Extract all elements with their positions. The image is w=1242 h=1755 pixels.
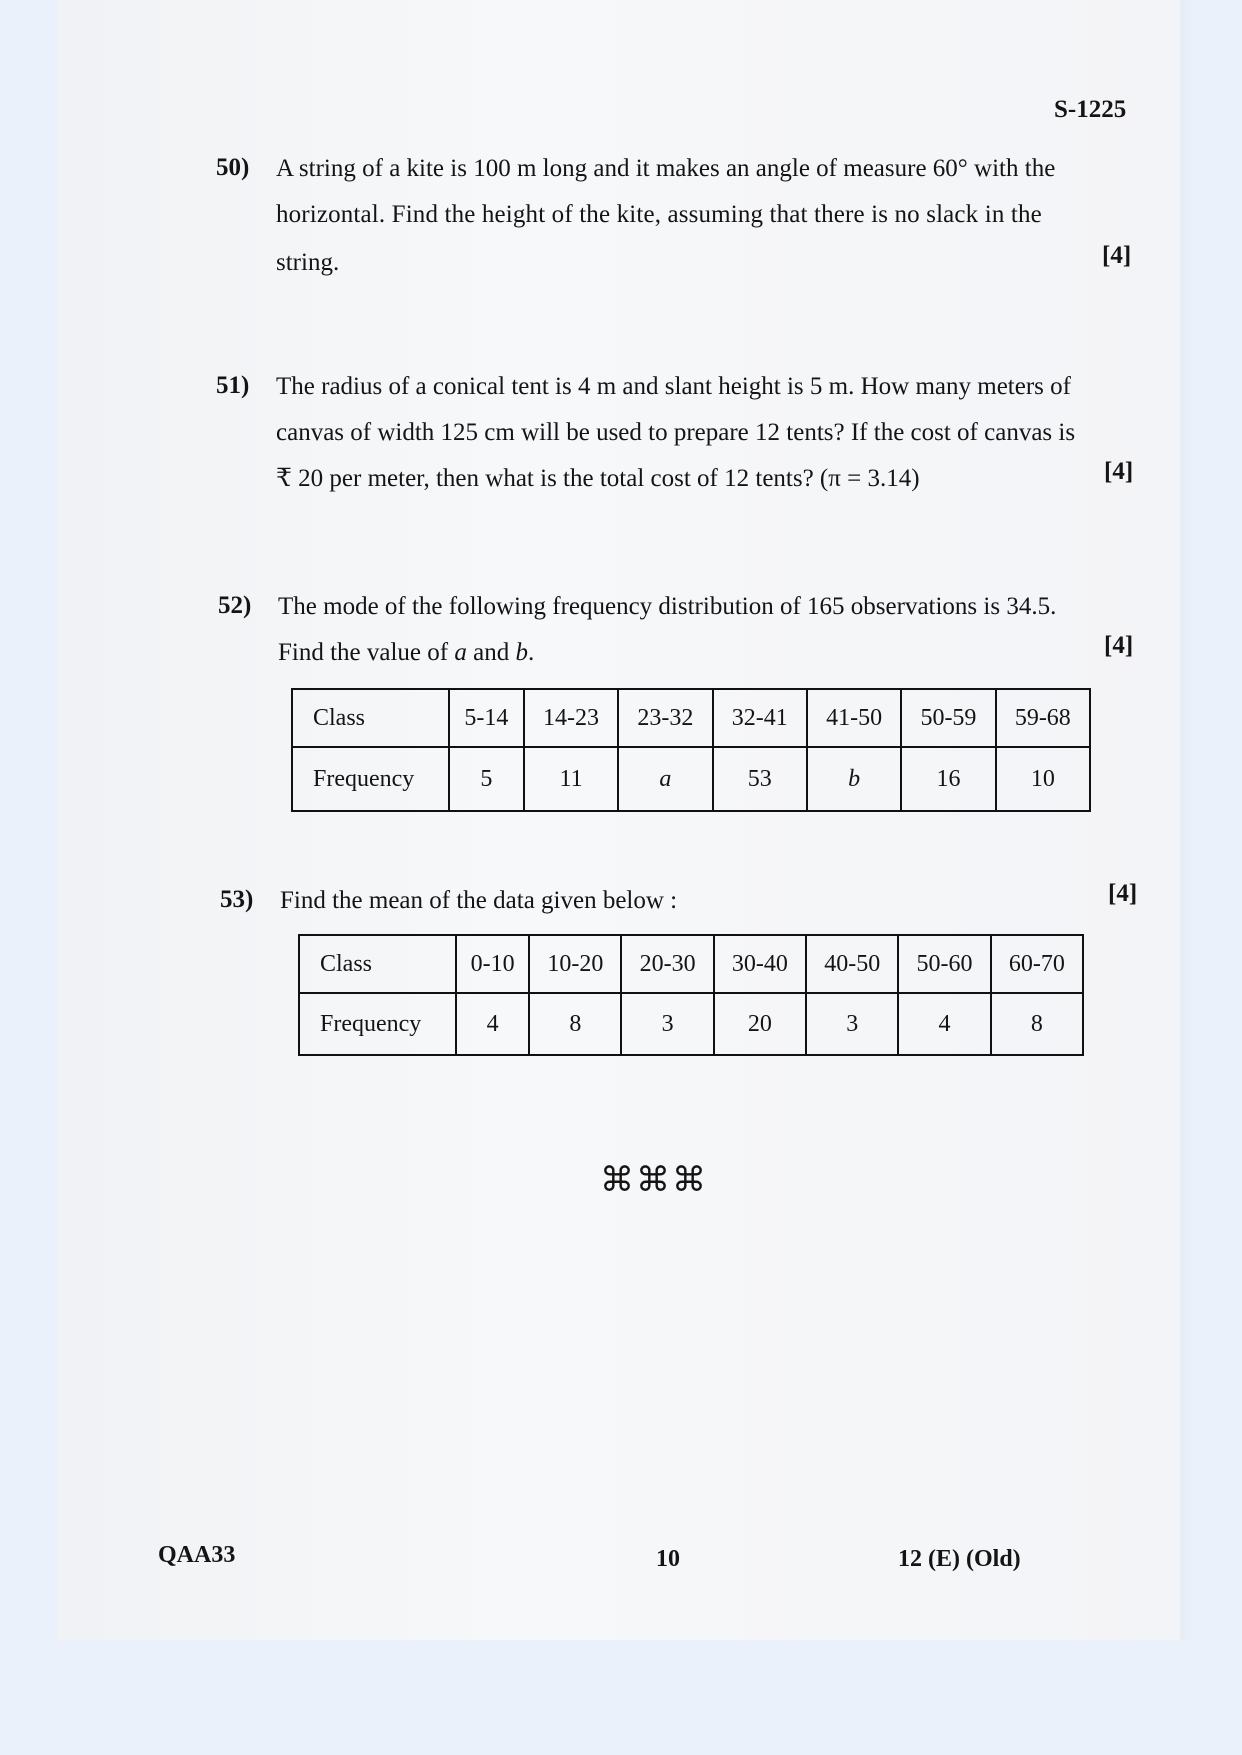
class-row bbox=[299, 935, 1083, 993]
question-line: Find the value of a and b. bbox=[278, 639, 535, 666]
class-cell: 10-20 bbox=[529, 935, 621, 993]
marks-label: [4] bbox=[1102, 242, 1132, 269]
question-line: canvas of width 125 cm will be used to prepare 12 tents? If the cost of canvas is bbox=[276, 419, 1076, 446]
row-label: Class bbox=[299, 935, 456, 993]
class-cell: 41-50 bbox=[807, 689, 901, 747]
frequency-cell: 8 bbox=[529, 993, 621, 1055]
question-line: The mode of the following frequency distribution of 165 observations is 34.5. bbox=[278, 593, 1057, 620]
class-cell: 50-60 bbox=[898, 935, 990, 993]
marks-label: [4] bbox=[1104, 632, 1134, 659]
class-cell: 40-50 bbox=[806, 935, 898, 993]
marks-label: [4] bbox=[1108, 880, 1138, 907]
class-cell: 0-10 bbox=[456, 935, 529, 993]
end-of-paper-mark: ⌘⌘⌘ bbox=[600, 1162, 708, 1199]
variable-a: a bbox=[454, 639, 467, 666]
marks-label: [4] bbox=[1104, 458, 1134, 485]
frequency-cell: a bbox=[618, 747, 712, 811]
paper-edge bbox=[1180, 0, 1194, 1640]
frequency-cell: b bbox=[807, 747, 901, 811]
frequency-cell: 16 bbox=[901, 747, 995, 811]
question-line: A string of a kite is 100 m long and it makes an angle of measure 60° with the bbox=[276, 155, 1056, 182]
class-cell: 50-59 bbox=[901, 689, 995, 747]
class-cell: 60-70 bbox=[991, 935, 1083, 993]
question-line: Find the mean of the data given below : bbox=[280, 887, 678, 914]
variable-b: b bbox=[515, 639, 528, 666]
footer-exam-label: 12 (E) (Old) bbox=[898, 1546, 1021, 1572]
class-cell: 20-30 bbox=[621, 935, 713, 993]
class-cell: 5-14 bbox=[449, 689, 524, 747]
frequency-cell: 3 bbox=[621, 993, 713, 1055]
frequency-table bbox=[291, 688, 1091, 812]
frequency-cell: 3 bbox=[806, 993, 898, 1055]
frequency-cell: 20 bbox=[714, 993, 806, 1055]
frequency-cell: 11 bbox=[524, 747, 618, 811]
class-cell: 14-23 bbox=[524, 689, 618, 747]
class-cell: 32-41 bbox=[713, 689, 807, 747]
class-cell: 30-40 bbox=[714, 935, 806, 993]
question-line: ₹ 20 per meter, then what is the total cost of 12 tents? (π = 3.14) bbox=[276, 465, 920, 492]
frequency-row bbox=[292, 747, 1090, 811]
frequency-cell: 5 bbox=[449, 747, 524, 811]
frequency-cell: 4 bbox=[898, 993, 990, 1055]
footer-series-code: QAA33 bbox=[158, 1542, 236, 1568]
question-line: horizontal. Find the height of the kite, assuming that there is no slack in the bbox=[276, 201, 1042, 228]
row-label: Class bbox=[292, 689, 449, 747]
question-line: string. bbox=[276, 249, 340, 276]
class-cell: 59-68 bbox=[996, 689, 1090, 747]
row-label: Frequency bbox=[292, 747, 449, 811]
frequency-cell: 8 bbox=[991, 993, 1083, 1055]
question-number: 51) bbox=[216, 372, 250, 399]
footer-page-number: 10 bbox=[656, 1546, 680, 1572]
paper-code: S-1225 bbox=[1054, 96, 1127, 123]
question-number: 50) bbox=[216, 154, 250, 181]
frequency-row bbox=[299, 993, 1083, 1055]
frequency-cell: 10 bbox=[996, 747, 1090, 811]
question-number: 52) bbox=[218, 592, 252, 619]
frequency-table bbox=[298, 934, 1084, 1056]
question-number: 53) bbox=[220, 886, 254, 913]
row-label: Frequency bbox=[299, 993, 456, 1055]
frequency-cell: 53 bbox=[713, 747, 807, 811]
question-line: The radius of a conical tent is 4 m and slant height is 5 m. How many meters of bbox=[276, 373, 1071, 400]
paper-sheet bbox=[58, 0, 1190, 1640]
class-cell: 23-32 bbox=[618, 689, 712, 747]
class-row bbox=[292, 689, 1090, 747]
frequency-cell: 4 bbox=[456, 993, 529, 1055]
